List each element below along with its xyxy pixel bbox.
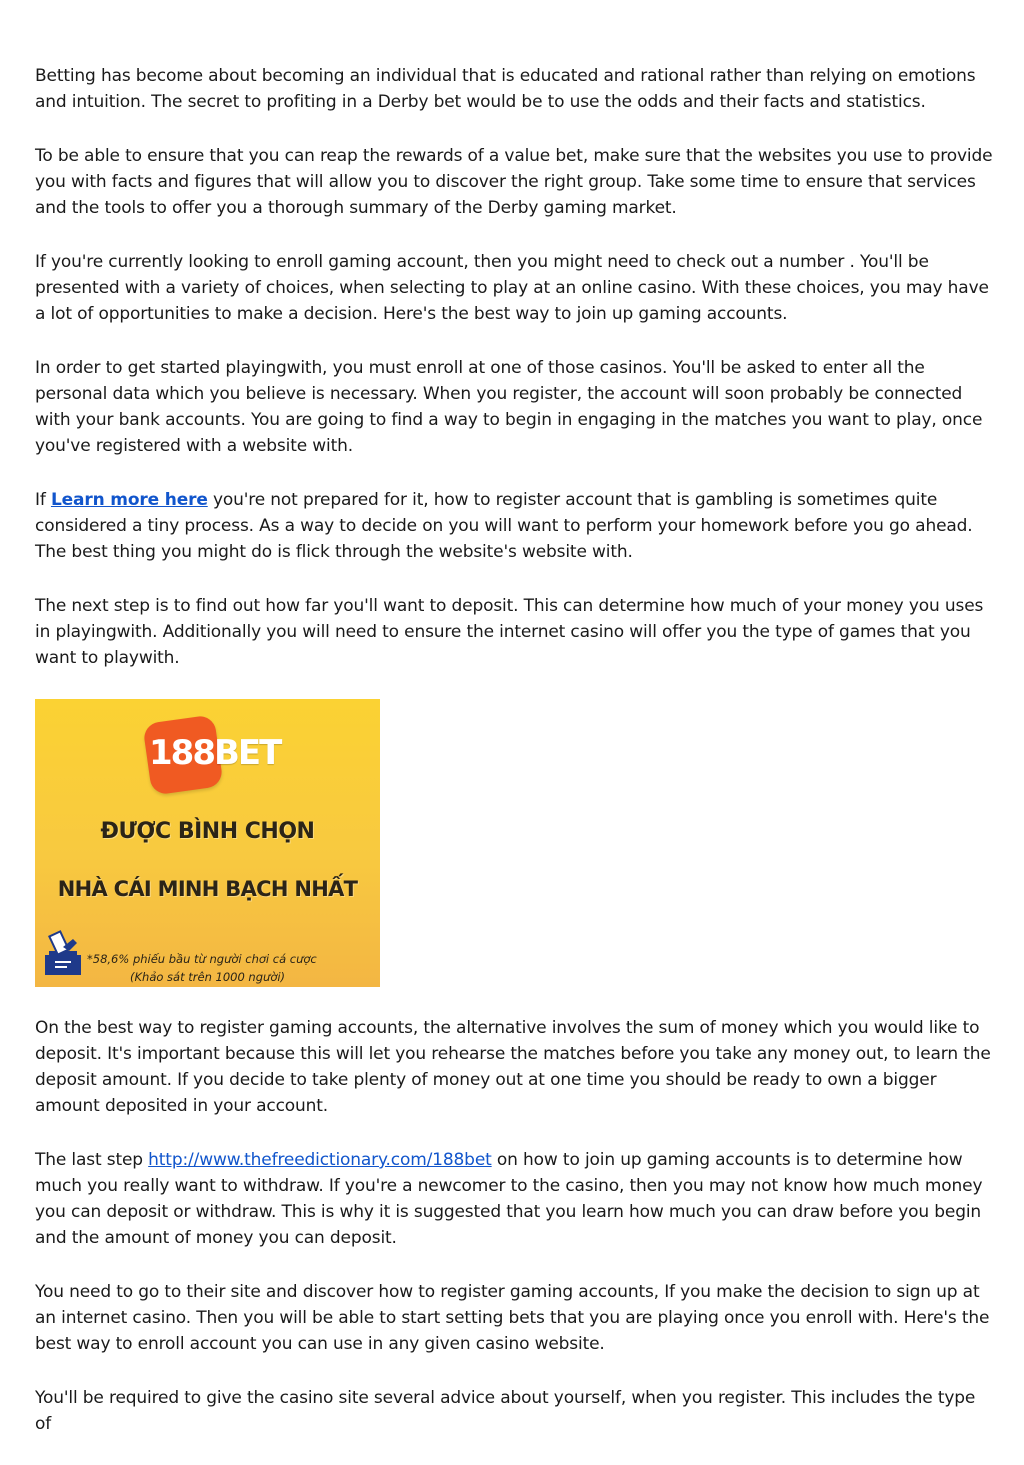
paragraph-7: On the best way to register gaming accounts, the alternative involves the sum of money which you would like to deposit. It's important because this will let you rehearse the matches before you take any money out, to learn the deposit amount. If you decide to take plenty of money out at one time you should be ready to own a bigger amount deposited in your account. bbox=[35, 1018, 991, 1116]
paragraph-8 bbox=[35, 1147, 995, 1251]
paragraph-4: In order to get started playingwith, you must enroll at one of those casinos. You'll be asked to enter all the personal data which you believe is necessary. When you register, the account will soon probably be connected with your bank accounts. You are going to find a way to begin in engaging in the matches you want to play, once you've registered with a website with. bbox=[35, 358, 983, 456]
paragraph-8-before: The last step bbox=[35, 1150, 149, 1170]
paragraph-10: You'll be required to give the casino site several advice about yourself, when you register. This includes the type of bbox=[35, 1388, 976, 1434]
paragraph-5-after: you're not prepared for it, how to register account that is gambling is sometimes quite considered a tiny process. As a way to decide on you will want to perform your homework before you go ahead. The best thing you might do is flick through the website's website with. bbox=[35, 490, 973, 562]
paragraph-6: The next step is to find out how far you'll want to deposit. This can determine how much of your money you uses in playingwith. Additionally you will need to ensure the internet casino will offer you the type of games that you want to playwith. bbox=[35, 596, 984, 668]
logo-number: 188 bbox=[149, 733, 214, 773]
paragraph-9: You need to go to their site and discover how to register gaming accounts, If you make the decision to sign up at an internet casino. Then you will be able to start setting bets that you are playing once you enroll with. Here's the best way to enroll account you can use in any given casino website. bbox=[35, 1282, 990, 1354]
banner-headline-voted: ĐƯỢC BÌNH CHỌN bbox=[100, 819, 315, 844]
learn-more-link[interactable]: Learn more here bbox=[50, 490, 208, 510]
paragraph-5 bbox=[35, 487, 995, 565]
banner-footnote-survey: (Khảo sát trên 1000 người) bbox=[130, 970, 286, 984]
logo-suffix: BET bbox=[213, 733, 281, 773]
banner-footnote-votes: *58,6% phiếu bầu từ người chơi cá cược bbox=[87, 952, 317, 966]
paragraph-5-before: If bbox=[35, 490, 51, 510]
banner-headline-transparent: NHÀ CÁI MINH BẠCH NHẤT bbox=[57, 877, 358, 901]
paragraph-2: To be able to ensure that you can reap the rewards of a value bet, make sure that the websites you use to provide you with facts and figures that will allow you to discover the right group. Take some time to ensure that services and the tools to offer you a thorough summary of the Derby gaming market. bbox=[35, 146, 993, 218]
paragraph-1: Betting has become about becoming an individual that is educated and rational rather than relying on emotions and intuition. The secret to profiting in a Derby bet would be to use the odds and their facts and statistics. bbox=[35, 66, 976, 112]
188bet-logo bbox=[149, 733, 280, 773]
ballot-box-icon bbox=[43, 929, 83, 977]
document-body bbox=[35, 63, 995, 1465]
paragraph-3: If you're currently looking to enroll gaming account, then you might need to check out a number . You'll be presented with a variety of choices, when selecting to play at an online casino. With these choices, you may have a lot of opportunities to make a decision. Here's the best way to join up gaming accounts. bbox=[35, 252, 989, 324]
paragraph-8-after: on how to join up gaming accounts is to determine how much you really want to withdraw. If you're a newcomer to the casino, then you may not know how much money you can deposit or withdraw. This is why it is suggested that you learn how much you can draw before you begin and the amount of money you can deposit. bbox=[35, 1150, 983, 1248]
188bet-banner-image bbox=[35, 699, 380, 987]
thefreedictionary-link[interactable]: http://www.thefreedictionary.com/188bet bbox=[148, 1150, 492, 1170]
